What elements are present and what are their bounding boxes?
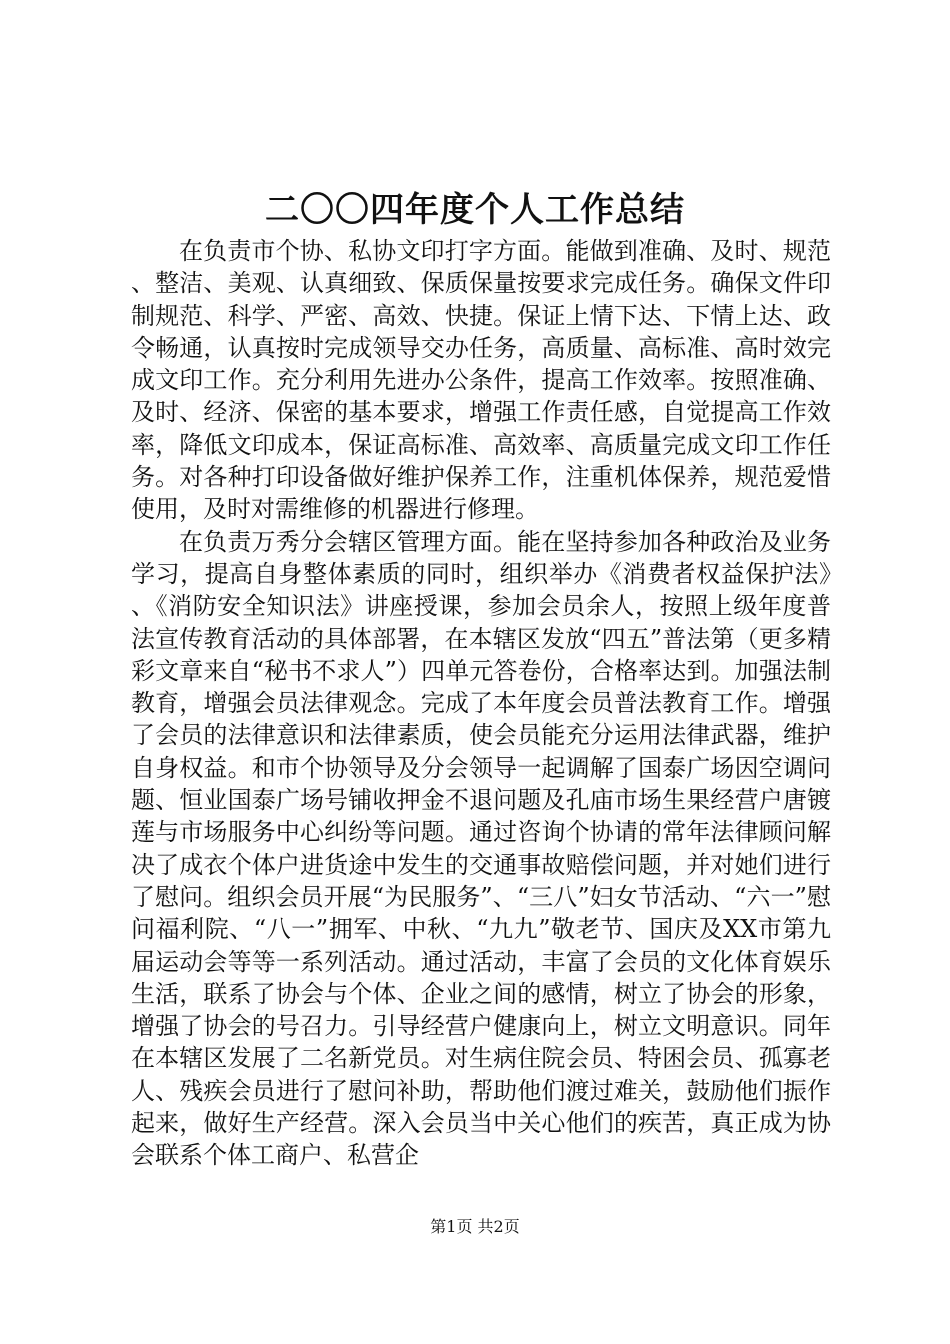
paragraph-branch-management: 在负责万秀分会辖区管理方面。能在坚持参加各种政治及业务学习，提高自身整体素质的同时，组织举办《消费者权益保护法》、《消防安全知识法》讲座授课，参加会员余人，按照上级年度普法宣传教育活动的具体部署，在本辖区发放“四五”普法第（更多精彩文章来自“秘书不求人”）四单元答卷份，合格率达到。加强法制教育，增强会员法律观念。完成了本年度会员普法教育工作。增强了会员的法律意识和法律素质，使会员能充分运用法律武器，维护自身权益。和市个协领导及分会领导一起调解了国泰广场因空调问题、恒业国泰广场号铺收押金不退问题及孔庙市场生果经营户唐镀莲与市场服务中心纠纷等问题。通过咨询个协请的常年法律顾问解决了成衣个体户进货途中发生的交通事故赔偿问题，并对她们进行了慰问。组织会员开展“为民服务”、“三八”妇女节活动、“六一”慰问福利院、“八一”拥军、中秋、“九九”敬老节、国庆及XX市第九届运动会等等一系列活动。通过活动，丰富了会员的文化体育娱乐生活，联系了协会与个体、企业之间的感情，树立了协会的形象，增强了协会的号召力。引导经营户健康向上，树立文明意识。同年在本辖区发展了二名新党员。对生病住院会员、特困会员、孤寡老人、残疾会员进行了慰问补助，帮助他们渡过难关，鼓励他们振作起来，做好生产经营。深入会员当中关心他们的疾苦，真正成为协会联系个体工商户、私营企 (131, 527, 831, 1170)
page-number: 第1页 共2页 (430, 1217, 520, 1236)
paragraph-typing-work: 在负责市个协、私协文印打字方面。能做到准确、及时、规范、整洁、美观、认真细致、保质保量按要求完成任务。确保文件印制规范、科学、严密、高效、快捷。保证上情下达、下情上达、政令畅通，认真按时完成领导交办任务，高质量、高标准、高时效完成文印工作。充分利用先进办公条件，提高工作效率。按照准确、及时、经济、保密的基本要求，增强工作责任感，自觉提高工作效率，降低文印成本，保证高标准、高效率、高质量完成文印工作任务。对各种打印设备做好维护保养工作，注重机体保养，规范爱惜使用，及时对需维修的机器进行修理。 (131, 237, 831, 524)
document-body (131, 235, 831, 1172)
page-title: 二〇〇四年度个人工作总结 (265, 190, 685, 230)
